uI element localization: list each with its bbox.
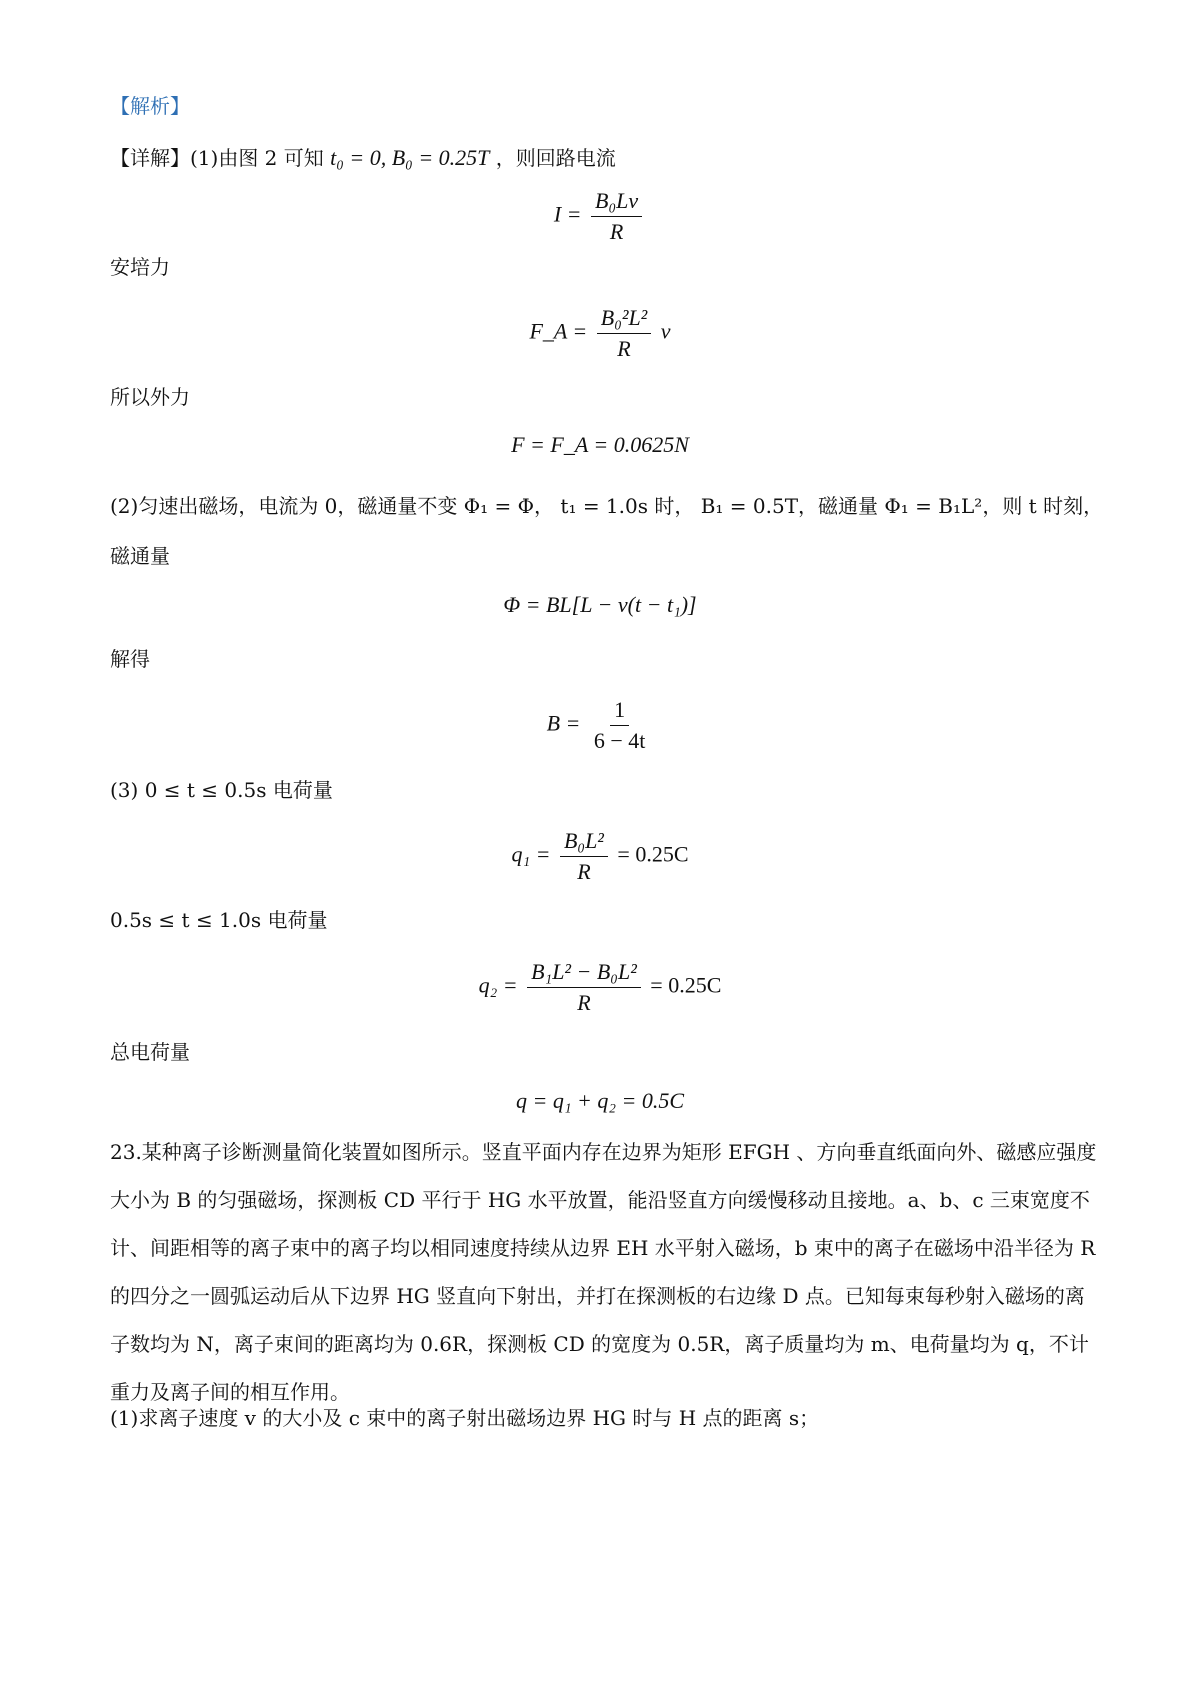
equation-q2 (0, 959, 1200, 1016)
equation-q1 (0, 828, 1200, 885)
eq-q1-lhs: q₁ = (511, 841, 551, 867)
equation-b (0, 697, 1200, 754)
eq-b-fraction (590, 697, 650, 754)
label-ampere: 安培力 (110, 255, 170, 279)
equation-ampere-force (0, 305, 1200, 362)
equation-external-force: F = F_A = 0.0625N (511, 432, 689, 457)
eq-current-lhs: I = (553, 201, 582, 227)
section-header: 【解析】 (110, 94, 190, 118)
part2-line: (2)匀速出磁场，电流为 0，磁通量不变 Φ₁ = Φ， t₁ = 1.0s 时， B₁ = 0.5T，磁通量 Φ₁ = B₁L²，则 t 时刻， (110, 494, 1104, 518)
detail-tail: ，则回路电流 (495, 146, 616, 170)
eq-current-numerator: B₀Lv (591, 188, 642, 217)
detail-intro: 【详解】(1)由图 2 可知 (110, 146, 324, 170)
eq-b-lhs: B = (546, 710, 581, 736)
eq-q2-lhs: q₂ = (478, 972, 518, 998)
eq-current-fraction (591, 188, 642, 245)
eq-b-denominator: 6 − 4t (593, 728, 646, 753)
detail-intro-line (110, 144, 616, 172)
eq-q2-fraction (527, 959, 641, 1016)
part3-line: (3) 0 ≤ t ≤ 0.5s 电荷量 (110, 778, 333, 802)
eq-fa-fraction (597, 305, 652, 362)
eq-fa-denominator: R (617, 336, 631, 361)
equation-flux: Φ = BL[L − v(t − t₁)] (503, 592, 697, 617)
eq-q1-fraction (560, 828, 608, 885)
eq-b-numerator: 1 (610, 697, 629, 726)
equation-total-charge: q = q₁ + q₂ = 0.5C (515, 1088, 684, 1113)
range2-line: 0.5s ≤ t ≤ 1.0s 电荷量 (110, 908, 328, 932)
equation-current (0, 188, 1200, 245)
eq-q2-denominator: R (577, 990, 591, 1015)
label-external-force: 所以外力 (110, 385, 190, 409)
eq-q2-rhs: = 0.25C (650, 972, 722, 998)
eq-fa-lhs: F_A = (529, 318, 588, 344)
eq-q2-numerator: B₁L² − B₀L² (527, 959, 641, 988)
detail-condition: t₀ = 0, B₀ = 0.25T (330, 145, 490, 170)
eq-fa-rhs: v (660, 318, 671, 344)
label-solve: 解得 (110, 647, 150, 671)
eq-current-denominator: R (609, 219, 624, 244)
label-flux: 磁通量 (110, 544, 170, 568)
eq-q1-rhs: = 0.25C (617, 841, 689, 867)
eq-q1-denominator: R (577, 859, 591, 884)
eq-q1-numerator: B₀L² (560, 828, 608, 857)
label-total-charge: 总电荷量 (110, 1040, 190, 1064)
problem-23-text: 23.某种离子诊断测量简化装置如图所示。竖直平面内存在边界为矩形 EFGH 、方向垂直纸面向外、磁感应强度大小为 B 的匀强磁场，探测板 CD 平行于 HG 水平放置，能沿竖直方向缓慢移动且接地。a、b、c 三束宽度不计、间距相等的离子束中的离子均以相同速度持续从边界 EH 水平射入磁场，b 束中的离子在磁场中沿半径为 R 的四分之一圆弧运动后从下边界 HG 竖直向下射出，并打在探测板的右边缘 D 点。已知每束每秒射入磁场的离子数均为 N，离子束间的距离均为 0.6R，探测板 CD 的宽度为 0.5R，离子质量均为 m、电荷量均为 q，不计重力及离子间的相互作用。 (110, 1140, 1097, 1404)
question-1-text: (1)求离子速度 v 的大小及 c 束中的离子射出磁场边界 HG 时与 H 点的距离 s； (110, 1406, 820, 1430)
eq-fa-numerator: B₀²L² (597, 305, 652, 334)
